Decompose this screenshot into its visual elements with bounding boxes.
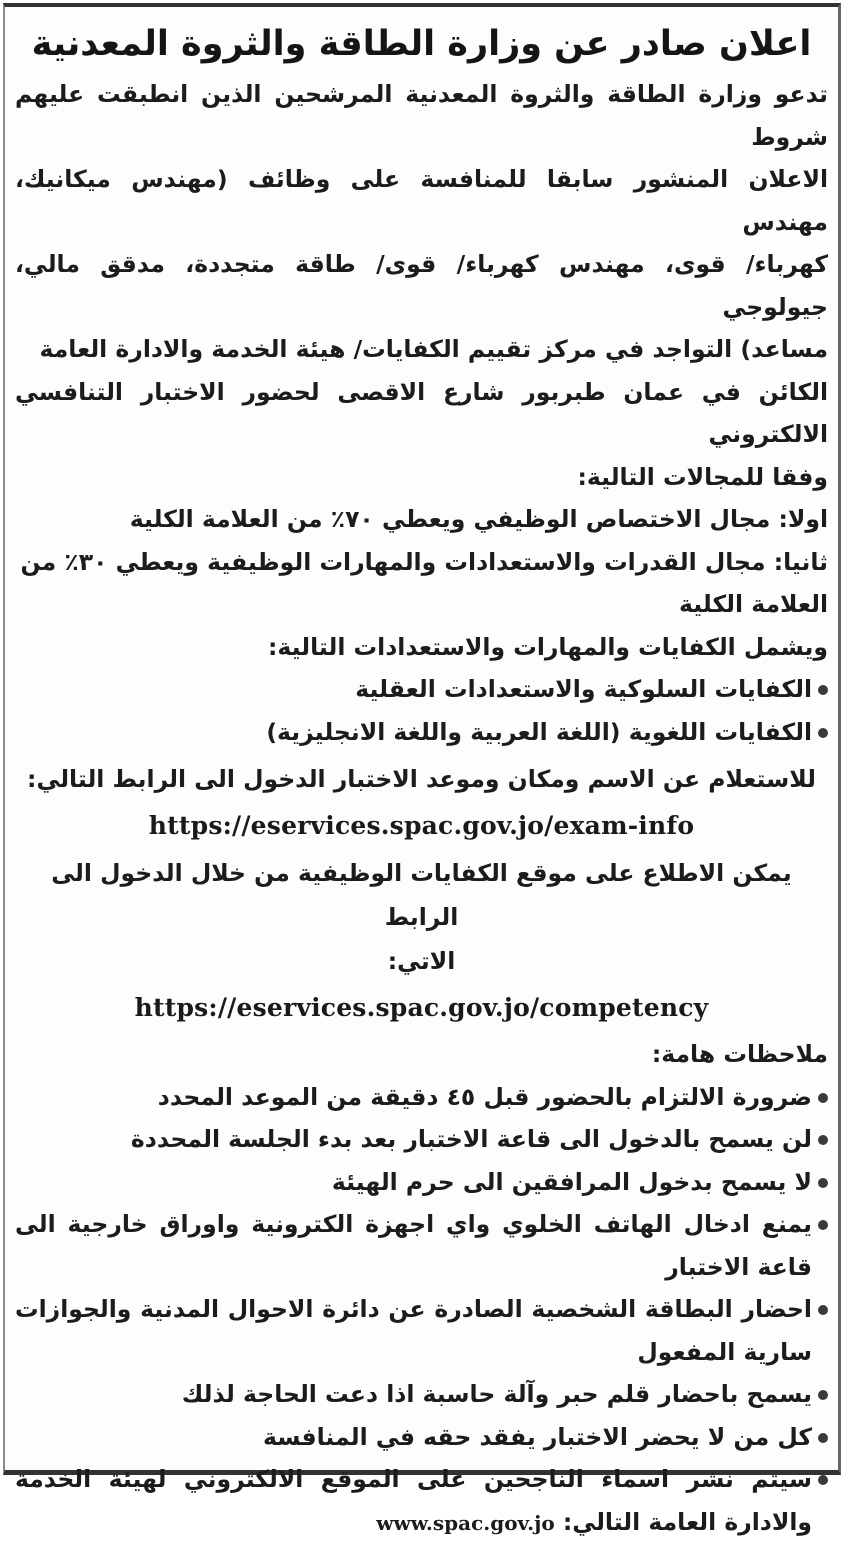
note-item: كل من لا يحضر الاختبار يفقد حقه في المنافسة [15, 1416, 828, 1459]
bullet-icon [818, 1220, 828, 1230]
bullet-icon [818, 685, 828, 695]
field-second [15, 541, 828, 626]
intro-line: وفقا للمجالات التالية: [577, 462, 828, 491]
intro-line: كهرباء/ قوى، مهندس كهرباء/ قوى/ طاقة متجددة، مدقق مالي، جيولوجي [15, 250, 828, 321]
competencies-heading: ويشمل الكفايات والمهارات والاستعدادات التالية: [268, 632, 828, 661]
note-text: سيتم نشر اسماء الناجحين على الموقع الالكتروني لهيئة الخدمة والادارة العامة التالي: [15, 1465, 812, 1536]
note-item: لن يسمح بالدخول الى قاعة الاختبار بعد بدء الجلسة المحددة [15, 1118, 828, 1161]
competency-item: الكفايات اللغوية (اللغة العربية واللغة الانجليزية) [15, 711, 828, 754]
intro-line: الاعلان المنشور سابقا للمنافسة على وظائف (مهندس ميكانيك، مهندس [15, 165, 828, 236]
bullet-icon [818, 1093, 828, 1103]
intro-line: تدعو وزارة الطاقة والثروة المعدنية المرشحين الذين انطبقت عليهم شروط [15, 80, 828, 151]
note-item: يسمح باحضار قلم حبر وآلة حاسبة اذا دعت الحاجة لذلك [15, 1373, 828, 1416]
bullet-icon [818, 1135, 828, 1145]
spac-website-link[interactable]: www.spac.gov.jo [376, 1510, 555, 1535]
field-second-line: العلامة الكلية [679, 590, 828, 618]
bullet-icon [818, 1305, 828, 1315]
intro-line: الكائن في عمان طبربور شارع الاقصى لحضور الاختبار التنافسي الالكتروني [15, 377, 828, 448]
note-item: ضرورة الالتزام بالحضور قبل ٤٥ دقيقة من الموعد المحدد [15, 1076, 828, 1119]
announcement-frame [3, 3, 841, 1536]
bullet-icon [818, 1390, 828, 1400]
note-item: يمنع ادخال الهاتف الخلوي واي اجهزة الكترونية واوراق خارجية الى قاعة الاختبار [15, 1203, 828, 1288]
announcement-title: اعلان صادر عن وزارة الطاقة والثروة المعدنية [31, 24, 812, 64]
note-item [15, 1458, 828, 1544]
field-second-line: ثانيا: مجال القدرات والاستعدادات والمهارات الوظيفية ويعطي ٣٠٪ من [20, 547, 828, 576]
bullet-icon [818, 1475, 828, 1485]
intro-paragraph [15, 73, 828, 498]
note-item: احضار البطاقة الشخصية الصادرة عن دائرة الاحوال المدنية والجوازات سارية المفعول [15, 1288, 828, 1373]
intro-line: مساعد) التواجد في مركز تقييم الكفايات/ هيئة الخدمة والادارة العامة [39, 335, 828, 363]
field-first: اولا: مجال الاختصاص الوظيفي ويعطي ٧٠٪ من العلامة الكلية [129, 505, 828, 533]
notes-heading: ملاحظات هامة: [651, 1040, 828, 1068]
announcement-content [15, 7, 828, 1544]
bullet-icon [818, 728, 828, 738]
competency-site-text: يمكن الاطلاع على موقع الكفايات الوظيفية من خلال الدخول الى الرابط الاتي: [51, 859, 792, 975]
exam-info-link[interactable]: https://eservices.spac.gov.jo/exam-info [148, 811, 695, 840]
competency-link[interactable]: https://eservices.spac.gov.jo/competency [134, 993, 709, 1022]
bullet-icon [818, 1178, 828, 1188]
bullet-icon [818, 1433, 828, 1443]
note-item: لا يسمح بدخول المرافقين الى حرم الهيئة [15, 1161, 828, 1204]
competency-item: الكفايات السلوكية والاستعدادات العقلية [15, 668, 828, 711]
inquiry-text: للاستعلام عن الاسم ومكان وموعد الاختبار الدخول الى الرابط التالي: [27, 765, 816, 793]
